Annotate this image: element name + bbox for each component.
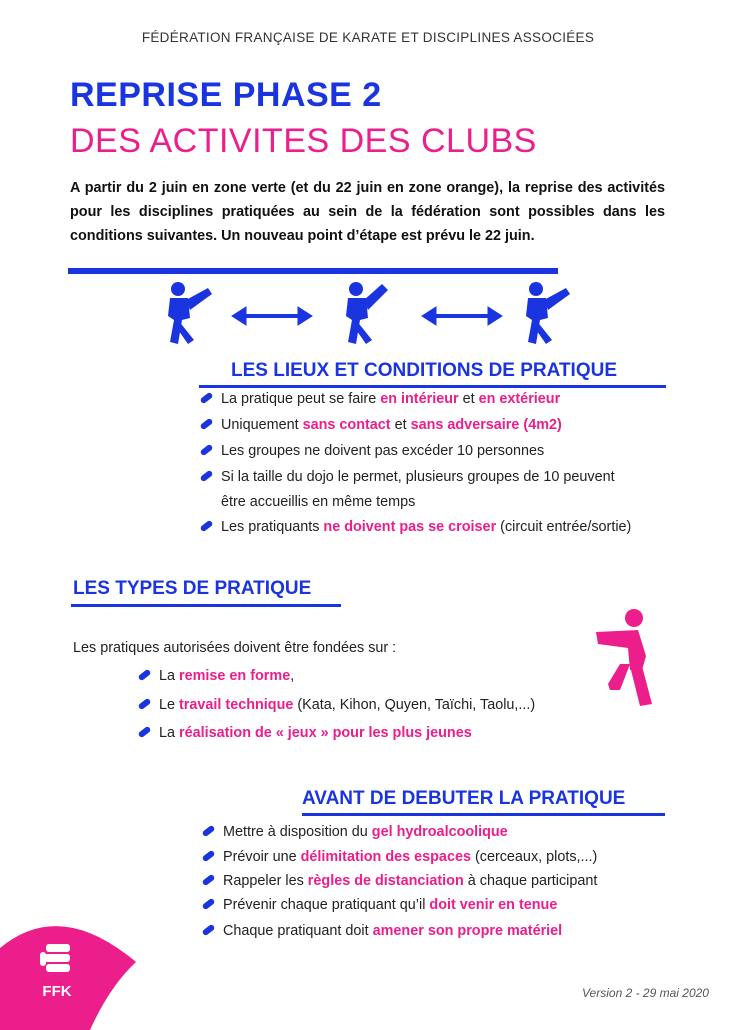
item-text: La xyxy=(159,668,180,684)
list-item xyxy=(202,824,508,840)
list-item xyxy=(200,443,544,459)
item-text: et xyxy=(390,417,411,433)
version-footer: Version 2 - 29 mai 2020 xyxy=(582,986,709,1000)
pen-bullet-icon xyxy=(138,726,152,739)
item-text: Les pratiquants xyxy=(221,519,324,535)
highlight-text: remise en forme xyxy=(179,668,291,684)
item-text: à chaque participant xyxy=(463,873,598,889)
list-item xyxy=(200,417,562,433)
item-text: (cerceaux, plots,...) xyxy=(470,849,598,865)
ffk-logo xyxy=(0,908,140,1030)
item-text: Chaque pratiquant doit xyxy=(223,923,373,939)
pen-bullet-icon xyxy=(200,392,214,405)
item-text: (Kata, Kihon, Quyen, Taïchi, Taolu,...) xyxy=(293,697,536,713)
pen-bullet-icon xyxy=(202,924,216,937)
pen-bullet-icon xyxy=(202,850,216,863)
item-text: Le xyxy=(159,697,180,713)
item-text: (circuit entrée/sortie) xyxy=(496,519,632,535)
item-text: La pratique peut se faire xyxy=(221,391,381,407)
double-arrow-icon xyxy=(422,307,502,325)
item-text: Rappeler les xyxy=(223,873,308,889)
page-subtitle: DES ACTIVITES DES CLUBS xyxy=(70,122,537,160)
karateka-icon xyxy=(526,282,570,344)
list-item xyxy=(138,725,472,741)
section-lead: Les pratiques autorisées doivent être fondées sur : xyxy=(73,640,397,656)
highlight-text: en extérieur xyxy=(478,391,561,407)
section-heading-avant: AVANT DE DEBUTER LA PRATIQUE xyxy=(302,788,626,809)
highlight-text: en intérieur xyxy=(380,391,459,407)
logo-text: FFK xyxy=(42,983,72,1000)
item-text: La xyxy=(159,725,180,741)
federation-header: FÉDÉRATION FRANÇAISE DE KARATE ET DISCIPLINES ASSOCIÉES xyxy=(141,30,595,45)
list-item xyxy=(200,469,615,485)
list-item xyxy=(138,668,294,684)
karateka-icon xyxy=(168,282,212,344)
karateka-icon xyxy=(346,282,388,344)
pen-bullet-icon xyxy=(138,698,152,711)
section-heading-types: LES TYPES DE PRATIQUE xyxy=(73,578,312,599)
highlight-text: ne doivent pas se croiser xyxy=(323,519,497,535)
section-underline xyxy=(71,604,341,607)
item-text: Uniquement xyxy=(221,417,303,433)
pen-bullet-icon xyxy=(202,874,216,887)
highlight-text: sans adversaire (4m2) xyxy=(410,417,562,433)
list-item xyxy=(200,519,631,535)
divider-bar xyxy=(68,268,558,274)
highlight-text: sans contact xyxy=(302,417,391,433)
highlight-text: travail technique xyxy=(179,697,294,713)
karateka-punch-icon xyxy=(590,608,670,708)
item-text: Mettre à disposition du xyxy=(223,824,372,840)
list-item-continuation xyxy=(221,494,415,510)
list-item xyxy=(138,697,535,713)
list-item xyxy=(202,849,597,865)
highlight-text: délimitation des espaces xyxy=(300,849,471,865)
list-item xyxy=(200,391,560,407)
highlight-text: amener son propre matériel xyxy=(372,923,563,939)
list-item xyxy=(202,873,597,889)
item-text: Prévenir chaque pratiquant qu’il xyxy=(223,897,430,913)
intro-paragraph: A partir du 2 juin en zone verte (et du 22 juin en zone orange), la reprise des activités pour les disciplines pratiquées au sein de la fédération sont possibles dans les conditions suivantes. Un nouveau point d’étape est prévu le 22 juin. xyxy=(70,180,665,244)
item-text: Les groupes ne doivent pas excéder 10 personnes xyxy=(221,443,545,459)
pen-bullet-icon xyxy=(200,418,214,431)
item-text: Prévoir une xyxy=(223,849,301,865)
section-underline xyxy=(302,813,665,816)
pen-bullet-icon xyxy=(202,898,216,911)
pen-bullet-icon xyxy=(200,470,214,483)
pen-bullet-icon xyxy=(138,669,152,682)
item-text: , xyxy=(290,668,295,684)
pen-bullet-icon xyxy=(200,444,214,457)
highlight-text: règles de distanciation xyxy=(307,873,464,889)
section-heading-lieux: LES LIEUX ET CONDITIONS DE PRATIQUE xyxy=(231,360,618,381)
highlight-text: doit venir en tenue xyxy=(429,897,558,913)
item-text: être accueillis en même temps xyxy=(221,494,416,510)
list-item xyxy=(202,923,562,939)
highlight-text: gel hydroalcoolique xyxy=(371,824,508,840)
double-arrow-icon xyxy=(232,307,312,325)
distancing-illustration xyxy=(150,280,590,350)
section-underline xyxy=(199,385,666,388)
list-item xyxy=(202,897,557,913)
page-title: REPRISE PHASE 2 xyxy=(70,76,382,114)
highlight-text: réalisation de « jeux » pour les plus jeunes xyxy=(179,725,472,741)
item-text: Si la taille du dojo le permet, plusieurs groupes de 10 peuvent xyxy=(221,469,615,485)
pen-bullet-icon xyxy=(202,825,216,838)
item-text: et xyxy=(458,391,479,407)
pen-bullet-icon xyxy=(200,520,214,533)
